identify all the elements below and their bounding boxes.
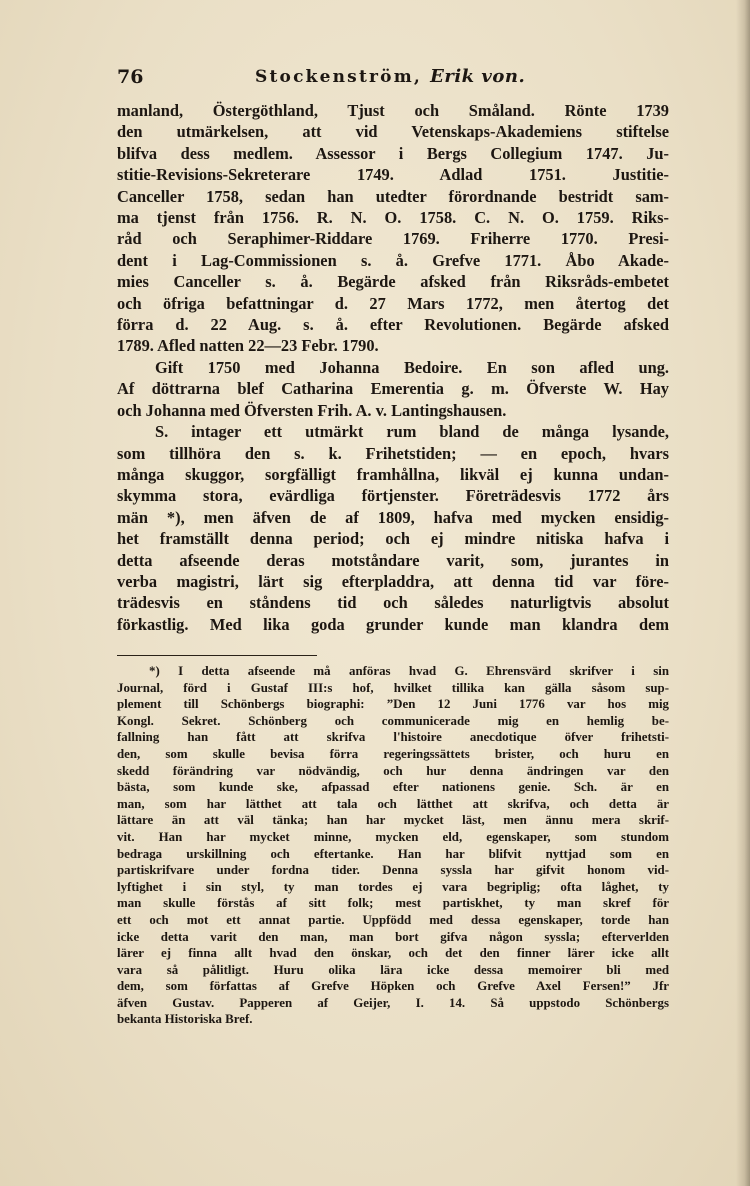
text-line: stitie-Revisions-Sekreterare 1749. Adlad 1751. Justitie-	[117, 165, 669, 185]
footnote-line: vara så pålitligt. Huru olika lära icke dessa memoirer bli med	[117, 962, 669, 977]
text-line: trädesvis en ståndens tid och således naturligtvis absolut	[117, 593, 669, 613]
footnote-line: ett och mot ett annat partie. Uppfödd med dessa egenskaper, torde han	[117, 912, 669, 927]
text-line: het framställt denna period; och ej mindre nitiska hafva i	[117, 529, 669, 549]
footnote-line: lärer ej finna allt hvad den önskar, och det den finner lärer icke allt	[117, 946, 669, 961]
text-line: manland, Östergöthland, Tjust och Småland. Rönte 1739	[117, 101, 669, 120]
text-line: Af döttrarna blef Catharina Emerentia g. m. Öfverste W. Hay	[117, 379, 669, 399]
running-title	[255, 66, 525, 87]
footnote-divider	[117, 655, 317, 656]
text-line: dent i Lag-Commissionen s. å. Grefve 1771. Åbo Akade-	[117, 250, 669, 270]
footnote-line: skedd förändring var nödvändig, och hur denna ändringen var den	[117, 763, 669, 778]
footnote-line: man skulle förstås af sitt folk; mest partiskhet, ty man skref för	[117, 896, 669, 911]
footnote-line: bekanta Historiska Bref.	[117, 1012, 253, 1027]
footnote-line: lättare än att väl tänka; han har mycket läst, men ännu mera skrif-	[117, 813, 669, 828]
footnote	[117, 663, 669, 1028]
running-title-surname: Stockenström,	[255, 67, 422, 87]
text-line: mies Canceller s. å. Begärde afsked från Riksråds-embetet	[117, 272, 669, 292]
text-line: verba magistri, lärt sig efterpladdra, att denna tid var före-	[117, 571, 669, 591]
footnote-line: *) I detta afseende må anföras hvad G. Ehrensvärd skrifver i sin	[149, 664, 669, 678]
text-line: många skuggor, sorgfälligt framhållna, likväl ej kunna undan-	[117, 464, 669, 484]
footnote-line: partiskrifvare under fordna tider. Denna syssla har gifvit honom vid-	[117, 863, 669, 878]
footnote-line: vit. Han har mycket minne, mycken eld, egenskaper, som stundom	[117, 829, 669, 844]
footnote-line: plement till Schönbergs biographi: ”Den 12 Juni 1776 var hos mig	[117, 697, 669, 712]
text-line: och Johanna med Öfversten Frih. A. v. Lantingshausen.	[117, 400, 507, 420]
footnote-line: Journal, förd i Gustaf III:s hof, hvilket tillika kan gälla såsom sup-	[117, 680, 669, 695]
text-line: skymma stora, evärdliga förtjenster. Företrädesvis 1772 års	[117, 486, 669, 506]
text-line: män *), men äfven de af 1809, hafva med mycken ensidig-	[117, 507, 669, 527]
text-line: blifva dess medlem. Assessor i Bergs Collegium 1747. Ju-	[117, 143, 669, 163]
footnote-line: bästa, som kunde ske, afpassad efter nationens genie. Sch. är en	[117, 780, 669, 795]
text-line: ma tjenst från 1756. R. N. O. 1758. C. N. O. 1759. Riks-	[117, 208, 669, 228]
text-line: råd och Seraphimer-Riddare 1769. Friherre 1770. Presi-	[117, 229, 669, 249]
running-header	[117, 66, 677, 92]
footnote-line: fallning han fått att skrifva l'histoire anecdotique öfver frihetsti-	[117, 730, 669, 745]
text-line: Canceller 1758, sedan han utedter förordnande bestridt sam-	[117, 186, 669, 206]
footnote-line: Kongl. Sekret. Schönberg och communicerade mig en hemlig be-	[117, 713, 669, 728]
text-line: och öfriga befattningar d. 27 Mars 1772, men återtog det	[117, 293, 669, 313]
text-line: förra d. 22 Aug. s. å. efter Revolutionen. Begärde afsked	[117, 315, 669, 335]
footnote-line: dem, som författas af Grefve Höpken och Grefve Axel Fersen!” Jfr	[117, 979, 669, 994]
page-number: 76	[117, 66, 144, 88]
text-line: som tillhöra den s. k. Frihetstiden; — en epoch, hvars	[117, 443, 669, 463]
footnote-line: den, som skulle bevisa förra regeringssättets brister, och huru en	[117, 746, 669, 761]
footnote-line: icke detta varit den man, man bort gifva någon syssla; efterverlden	[117, 929, 669, 944]
text-line: den utmärkelsen, att vid Vetenskaps-Akademiens stiftelse	[117, 122, 669, 142]
text-line: detta afseende deras motståndare varit, som, jurantes in	[117, 550, 669, 570]
text-line: Gift 1750 med Johanna Bedoire. En son afled ung.	[155, 357, 669, 377]
footnote-line: man, som har lätthet att tala och lätthet att skrifva, och detta är	[117, 796, 669, 811]
running-title-given-name: Erik von.	[430, 66, 526, 87]
footnote-line: lyftighet i sin styl, ty man tordes ej vara begriplig; ofta låghet, ty	[117, 879, 669, 894]
main-text	[117, 100, 669, 635]
text-line: 1789. Afled natten 22—23 Febr. 1790.	[117, 336, 379, 356]
footnote-line: bedraga urskillning och eftertanke. Han har blifvit nyttjad som en	[117, 846, 669, 861]
page-edge-shadow	[736, 0, 750, 1186]
footnote-line: äfven Gustav. Papperen af Geijer, I. 14. Så uppstodo Schönbergs	[117, 995, 669, 1010]
text-line: förkastlig. Med lika goda grunder kunde man klandra dem	[117, 614, 669, 634]
text-line: S. intager ett utmärkt rum bland de många lysande,	[155, 422, 669, 442]
